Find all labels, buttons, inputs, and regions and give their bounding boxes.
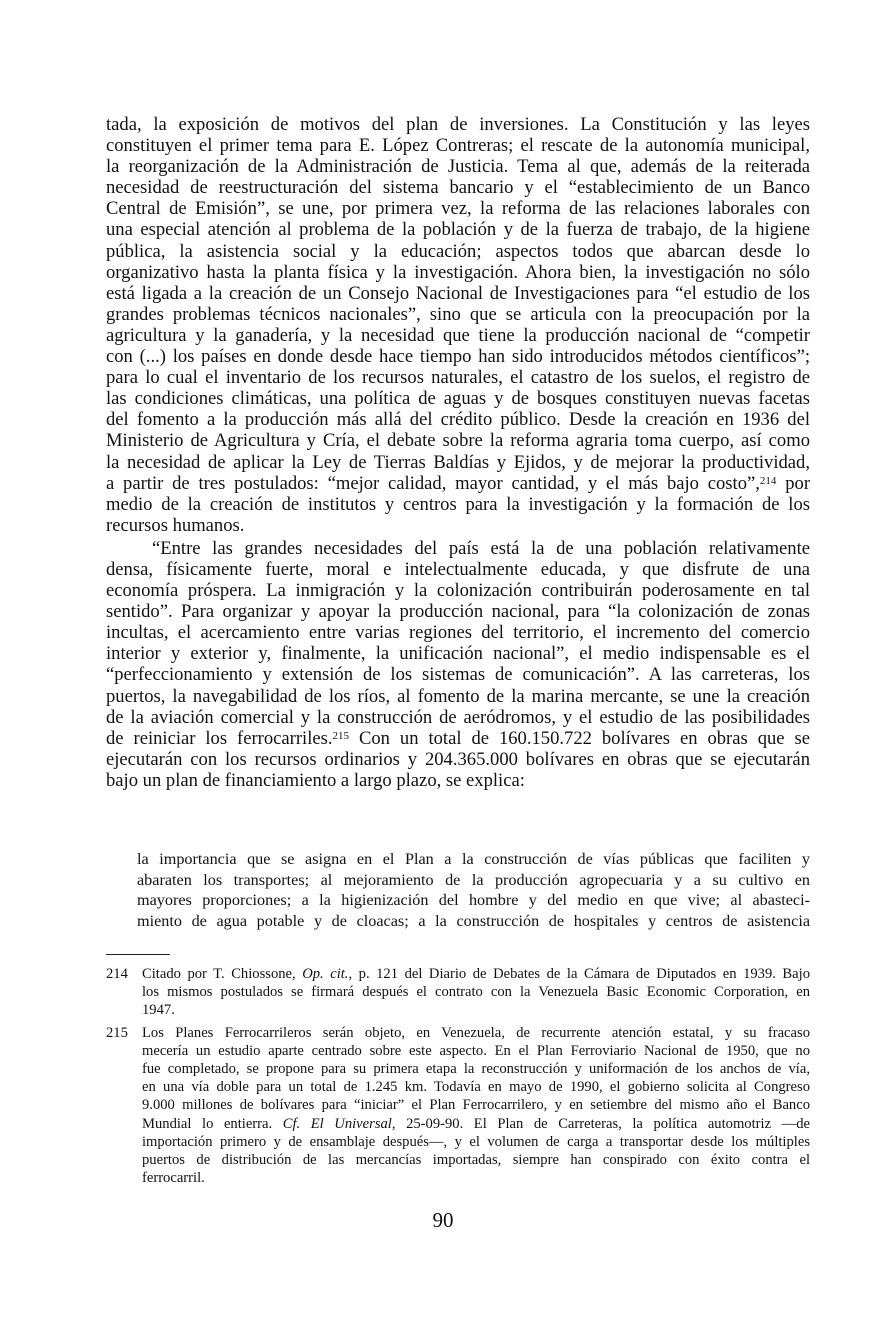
text-segment: Citado por T. Chiossone, (142, 966, 303, 982)
italic-citation: Op. cit. (302, 966, 349, 982)
footnote-divider (106, 954, 170, 955)
text-line: economía próspera. La inmigración y la colonización contribuirán poderosamente en tal (106, 580, 810, 602)
footnote-ref-214[interactable]: 214 (759, 474, 777, 487)
text-line: constituyen el primer tema para E. López Contreras; el rescate de la autonomía municipal, (106, 135, 810, 157)
footnote-line: puertos de distribución de las mercancías importadas, siempre han conspirado con éxito contra el (142, 1151, 810, 1168)
paragraph-2 (106, 538, 810, 791)
quote-line: abaraten los transportes; al mejoramiento de la producción agropecuaria y a su cultivo en (137, 870, 810, 889)
text-line: del fomento a la producción más allá del crédito público. Desde la creación en 1936 del (106, 409, 810, 431)
text-line: la reorganización de la Administración de Justicia. Tema al que, además de la reiterada (106, 156, 810, 178)
footnote-line (142, 965, 810, 983)
text-line: está ligada a la creación de un Consejo Nacional de Investigaciones para “el estudio de los (106, 282, 810, 304)
text-line (106, 728, 810, 749)
text-line: grandes problemas técnicos nacionales”, sino que se articula con la preocupación por la (106, 303, 810, 325)
italic-citation: Cf. (282, 1115, 301, 1132)
paragraph-1 (106, 114, 810, 536)
text-line: las condiciones climáticas, una política de aguas y de bosques constituyen nuevas facetas (106, 388, 810, 410)
text-line: recursos humanos. (106, 514, 245, 536)
quote-line: la importancia que se asigna en el Plan a la construcción de vías públicas que faciliten y (137, 850, 810, 868)
text-line: necesidad de reestructuración del sistema bancario y el “establecimiento de un Banco (106, 177, 810, 199)
block-quote (137, 849, 810, 931)
text-line: incultas, el acercamiento entre varias regiones del territorio, el incremento del comercio (106, 622, 810, 644)
text-line: la necesidad de aplicar la Ley de Tierras Baldías y Ejidos, y de mejorar la productividad, (106, 451, 810, 473)
footnote-line: 1947. (142, 1002, 175, 1019)
text-line: pública, la asistencia social y la educación; aspectos todos que abarcan desde lo (106, 240, 810, 262)
text-line: Central de Emisión”, se une, por primera vez, la reforma de las relaciones laborales con (106, 198, 810, 220)
text-line: “Entre las grandes necesidades del país está la de una población relativamente (152, 537, 810, 559)
text-line: densa, físicamente fuerte, moral e intelectualmente educada, y que disfrute de una (106, 558, 810, 580)
text-line: organizativo hasta la planta física y la investigación. Ahora bien, la investigación no sólo (106, 261, 810, 283)
footnotes (106, 965, 810, 1191)
italic-newspaper-title: El Universal (310, 1115, 392, 1132)
footnote-number: 214 (106, 966, 128, 982)
text-line (106, 473, 810, 494)
text-line: ejecutarán con los recursos ordinarios y 204.365.000 bolívares en obras que se ejecutarán (106, 748, 810, 770)
footnote-line: importación primero y de ensamblaje después—, y el volumen de carga a transportar desde los múltiples (142, 1133, 810, 1150)
text-segment: a partir de tres postulados: “mejor calidad, mayor cantidad, y el más bajo costo”, (106, 472, 760, 494)
quote-line: mayores proporciones; a la higienización del hombre y del medio en que vive; al abasteci- (137, 891, 810, 909)
text-segment: Con un total de 160.150.722 bolívares en obras que se (349, 727, 810, 749)
text-line: Ministerio de Agricultura y Cría, el debate sobre la reforma agraria toma cuerpo, así como (106, 430, 810, 452)
footnote-ref-215[interactable]: 215 (332, 729, 350, 742)
footnote-214 (106, 965, 810, 1020)
text-segment: Mundial lo entierra. (142, 1115, 283, 1132)
footnote-line: mecería un estudio aparte centrado sobre este aspecto. En el Plan Ferroviario Nacional de 1950, que no (142, 1042, 810, 1059)
footnote-line (142, 1115, 810, 1133)
text-line: tada, la exposición de motivos del plan de inversiones. La Constitución y las leyes (106, 114, 810, 135)
text-line: interior y exterior y, finalmente, la unificación nacional”, el medio indispensable es el (106, 643, 810, 665)
footnote-215 (106, 1024, 810, 1188)
text-line: una especial atención al problema de la población y de la fuerza de trabajo, de la higiene (106, 219, 810, 241)
text-segment: de reiniciar los ferrocarriles. (106, 727, 333, 749)
footnote-line: Los Planes Ferrocarrileros serán objeto, en Venezuela, de recurrente atención estatal, y su fracaso (142, 1024, 810, 1041)
text-line: medio de la creación de institutos y centros para la investigación y la formación de los (106, 493, 810, 515)
text-line: puertos, la navegabilidad de los ríos, al fomento de la marina mercante, se une la creación (106, 685, 810, 707)
footnote-line: fue completado, se propone para su primera etapa la reconstrucción y uniformación de los anchos de vía, (142, 1060, 810, 1077)
quote-line: miento de agua potable y de cloacas; a la construcción de hospitales y centros de asistencia (137, 911, 810, 930)
footnote-line: ferrocarril. (142, 1170, 205, 1187)
text-line: con (...) los países en donde desde hace tiempo han sido introducidos métodos científicos”; (106, 346, 810, 368)
footnote-number: 215 (106, 1024, 128, 1041)
text-segment: , 25-09-90. El Plan de Carreteras, la política automotriz —de (391, 1115, 810, 1132)
text-line: “perfeccionamiento y extensión de los sistemas de comunicación”. A las carreteras, los (106, 664, 810, 686)
footnote-line: los mismos postulados se firmará después el contrato con la Venezuela Basic Economic Corporation, en (142, 984, 810, 1001)
text-segment: , p. 121 del Diario de Debates de la Cámara de Diputados en 1939. Bajo (348, 966, 810, 982)
body-text (106, 114, 810, 793)
footnote-line: en una vía doble para un total de 1.245 km. Todavía en mayo de 1990, el gobierno solicita al Congreso (142, 1079, 810, 1096)
text-line: agricultura y la ganadería, y la necesidad que tiene la producción nacional de “competir (106, 324, 810, 346)
footnote-line: 9.000 millones de bolívares para “iniciar” el Plan Ferrocarrilero, y en setiembre del mismo año el Banco (142, 1097, 810, 1114)
text-line: bajo un plan de financiamiento a largo plazo, se explica: (106, 769, 525, 791)
text-line: para lo cual el inventario de los recursos naturales, el catastro de los suelos, el registro de (106, 367, 810, 389)
text-segment: por (776, 472, 811, 494)
text-segment (300, 1116, 311, 1132)
text-line: de la aviación comercial y la construcción de aeródromos, y el estudio de las posibilidades (106, 706, 810, 728)
text-line: sentido”. Para organizar y apoyar la producción nacional, para “la colonización de zonas (106, 601, 810, 623)
page-number: 90 (432, 1208, 454, 1232)
